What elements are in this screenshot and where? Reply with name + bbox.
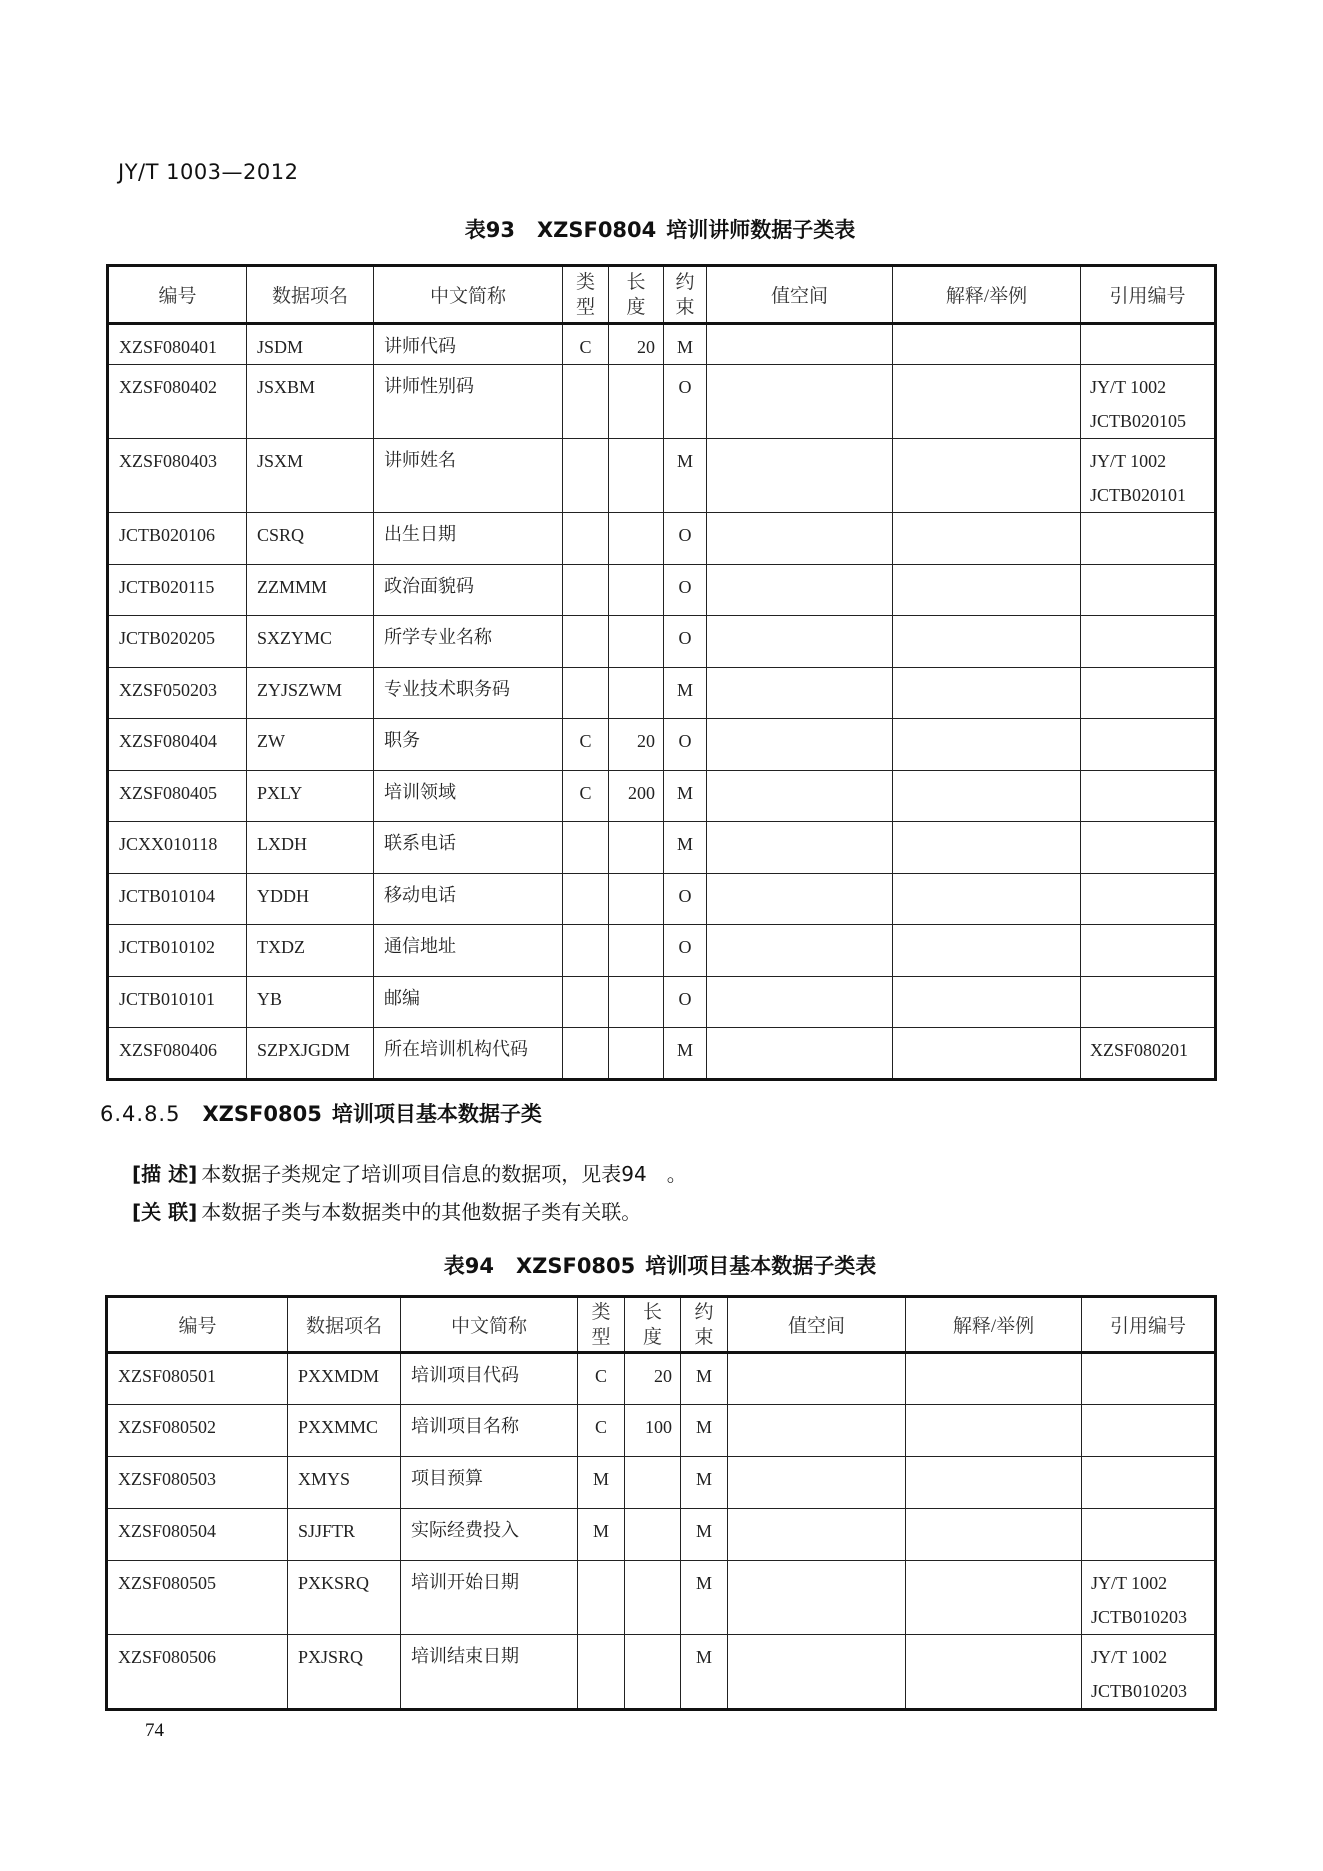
table-row: [108, 439, 1216, 513]
cell-item-name: PXJSRQ: [288, 1635, 401, 1710]
cell-item-name: PXKSRQ: [288, 1561, 401, 1635]
cell-length: 20: [625, 1353, 681, 1405]
cell-item-name: PXLY: [247, 770, 374, 822]
col-header-item-name: 数据项名: [247, 266, 374, 324]
cell-chinese-name: 通信地址: [374, 925, 563, 977]
col-header-length-line2: 度: [642, 1326, 662, 1348]
table-row: [108, 324, 1216, 365]
cell-explanation: [906, 1561, 1082, 1635]
table-row: [108, 822, 1216, 874]
cell-value-space: [728, 1353, 906, 1405]
cell-id: XZSF080505: [107, 1561, 288, 1635]
cell-value-space: [728, 1457, 906, 1509]
cell-chinese-name: 项目预算: [401, 1457, 578, 1509]
cell-id: JCTB010101: [108, 976, 247, 1028]
cell-explanation: [906, 1353, 1082, 1405]
col-header-type-line1: 类: [575, 271, 595, 293]
table-93-number: 表93: [464, 218, 515, 242]
cell-reference: [1081, 976, 1216, 1028]
col-header-type-line2: 型: [575, 296, 595, 318]
cell-constraint: O: [664, 976, 707, 1028]
cell-explanation: [893, 822, 1081, 874]
table-93-title-text: 培训讲师数据子类表: [666, 218, 856, 242]
table-row: [108, 365, 1216, 439]
cell-constraint: O: [664, 925, 707, 977]
cell-type: [578, 1561, 625, 1635]
cell-value-space: [728, 1561, 906, 1635]
cell-chinese-name: 讲师姓名: [374, 439, 563, 513]
cell-id: XZSF080402: [108, 365, 247, 439]
cell-type: [563, 822, 609, 874]
cell-item-name: YB: [247, 976, 374, 1028]
cell-value-space: [707, 925, 893, 977]
cell-id: XZSF080404: [108, 719, 247, 771]
table-row: [107, 1561, 1216, 1635]
cell-reference: [1081, 1028, 1216, 1080]
cell-length: 20: [609, 324, 664, 365]
cell-type: C: [578, 1405, 625, 1457]
cell-constraint: M: [664, 439, 707, 513]
cell-constraint: O: [664, 719, 707, 771]
cell-constraint: M: [664, 822, 707, 874]
cell-value-space: [707, 564, 893, 616]
relation-tag: [关 联]: [132, 1200, 198, 1224]
cell-value-space: [707, 616, 893, 668]
cell-item-name: ZW: [247, 719, 374, 771]
cell-explanation: [893, 770, 1081, 822]
col-header-id: 编号: [108, 266, 247, 324]
cell-type: [563, 1028, 609, 1080]
section-title: 培训项目基本数据子类: [331, 1102, 542, 1126]
cell-constraint: M: [681, 1457, 728, 1509]
relation-text: 本数据子类与本数据类中的其他数据子类有关联。: [201, 1200, 642, 1224]
relation-paragraph: [132, 1196, 641, 1225]
cell-constraint: M: [681, 1353, 728, 1405]
cell-reference: [1081, 564, 1216, 616]
cell-reference: [1082, 1405, 1216, 1457]
section-heading: [100, 1098, 542, 1128]
cell-type: [563, 616, 609, 668]
table-93-body: [108, 324, 1216, 1080]
table-row: [108, 1028, 1216, 1080]
description-paragraph: [132, 1158, 687, 1187]
col-header-reference: 引用编号: [1082, 1297, 1216, 1353]
table-row: [107, 1457, 1216, 1509]
page-number: 74: [145, 1720, 164, 1741]
cell-length: [609, 513, 664, 565]
col-header-item-name: 数据项名: [288, 1297, 401, 1353]
cell-reference: [1081, 513, 1216, 565]
cell-id: XZSF080502: [107, 1405, 288, 1457]
col-header-constraint: [664, 266, 707, 324]
cell-explanation: [893, 616, 1081, 668]
col-header-constraint-line1: 约: [694, 1301, 714, 1323]
cell-explanation: [893, 925, 1081, 977]
table-header-row: [107, 1297, 1216, 1353]
cell-type: C: [563, 324, 609, 365]
cell-constraint: O: [664, 616, 707, 668]
cell-id: JCTB020205: [108, 616, 247, 668]
cell-id: XZSF080506: [107, 1635, 288, 1710]
cell-chinese-name: 培训领域: [374, 770, 563, 822]
cell-type: [563, 439, 609, 513]
cell-explanation: [893, 719, 1081, 771]
cell-constraint: O: [664, 365, 707, 439]
cell-chinese-name: 培训项目代码: [401, 1353, 578, 1405]
cell-item-name: PXXMDM: [288, 1353, 401, 1405]
cell-length: 100: [625, 1405, 681, 1457]
col-header-length-line2: 度: [626, 296, 646, 318]
table-row: [107, 1405, 1216, 1457]
table-row: [108, 667, 1216, 719]
cell-constraint: O: [664, 564, 707, 616]
col-header-constraint-line2: 束: [675, 296, 695, 318]
reference-line: JCTB010203: [1091, 1607, 1188, 1627]
cell-chinese-name: 邮编: [374, 976, 563, 1028]
table-row: [108, 873, 1216, 925]
cell-type: C: [563, 719, 609, 771]
cell-value-space: [707, 513, 893, 565]
cell-value-space: [707, 719, 893, 771]
cell-length: [609, 564, 664, 616]
description-text: 本数据子类规定了培训项目信息的数据项，见表94 。: [201, 1162, 687, 1186]
cell-length: [625, 1457, 681, 1509]
col-header-chinese-name: 中文简称: [374, 266, 563, 324]
col-header-chinese-name: 中文简称: [401, 1297, 578, 1353]
section-number: 6.4.8.5: [100, 1102, 181, 1126]
cell-chinese-name: 讲师性别码: [374, 365, 563, 439]
table-row: [108, 976, 1216, 1028]
cell-length: [609, 365, 664, 439]
cell-explanation: [893, 1028, 1081, 1080]
cell-explanation: [906, 1457, 1082, 1509]
cell-type: [563, 873, 609, 925]
table-header-row: [108, 266, 1216, 324]
cell-type: C: [563, 770, 609, 822]
cell-item-name: JSXM: [247, 439, 374, 513]
reference-line: JY/T 1002: [1090, 451, 1167, 471]
col-header-reference: 引用编号: [1081, 266, 1216, 324]
cell-type: M: [578, 1457, 625, 1509]
cell-constraint: O: [664, 873, 707, 925]
cell-id: XZSF050203: [108, 667, 247, 719]
cell-reference: [1081, 719, 1216, 771]
cell-id: XZSF080405: [108, 770, 247, 822]
cell-reference: [1082, 1635, 1216, 1710]
cell-type: [563, 976, 609, 1028]
cell-type: [578, 1635, 625, 1710]
cell-value-space: [707, 1028, 893, 1080]
cell-constraint: O: [664, 513, 707, 565]
cell-reference: [1081, 925, 1216, 977]
col-header-length: [609, 266, 664, 324]
cell-length: [609, 667, 664, 719]
cell-id: JCTB010102: [108, 925, 247, 977]
cell-reference: [1082, 1561, 1216, 1635]
cell-value-space: [707, 770, 893, 822]
cell-constraint: M: [681, 1561, 728, 1635]
cell-type: [563, 365, 609, 439]
table-94-title: [107, 1250, 1213, 1280]
cell-length: [609, 616, 664, 668]
cell-id: XZSF080406: [108, 1028, 247, 1080]
document-code: JY/T 1003—2012: [118, 160, 299, 184]
cell-item-name: JSXBM: [247, 365, 374, 439]
cell-id: XZSF080503: [107, 1457, 288, 1509]
cell-value-space: [728, 1635, 906, 1710]
cell-id: JCTB020115: [108, 564, 247, 616]
cell-id: XZSF080501: [107, 1353, 288, 1405]
cell-chinese-name: 培训开始日期: [401, 1561, 578, 1635]
col-header-length-line1: 长: [626, 271, 646, 293]
col-header-length-line1: 长: [642, 1301, 662, 1323]
reference-line: XZSF080201: [1090, 1040, 1189, 1060]
table-row: [108, 719, 1216, 771]
table-row: [108, 564, 1216, 616]
cell-type: [563, 513, 609, 565]
cell-length: [609, 822, 664, 874]
cell-item-name: JSDM: [247, 324, 374, 365]
reference-line: JY/T 1002: [1091, 1647, 1168, 1667]
cell-value-space: [707, 324, 893, 365]
reference-line: JY/T 1002: [1091, 1573, 1168, 1593]
col-header-constraint-line2: 束: [694, 1326, 714, 1348]
cell-length: [625, 1635, 681, 1710]
cell-id: JCTB010104: [108, 873, 247, 925]
table-94-code: XZSF0805: [515, 1254, 636, 1278]
cell-type: C: [578, 1353, 625, 1405]
table-93-title: [107, 214, 1213, 244]
col-header-value-space: 值空间: [728, 1297, 906, 1353]
cell-item-name: SJJFTR: [288, 1509, 401, 1561]
cell-constraint: M: [664, 1028, 707, 1080]
cell-explanation: [906, 1635, 1082, 1710]
cell-reference: [1082, 1457, 1216, 1509]
reference-line: JCTB010203: [1091, 1681, 1188, 1701]
cell-length: 200: [609, 770, 664, 822]
col-header-type: [578, 1297, 625, 1353]
cell-length: [625, 1561, 681, 1635]
cell-id: XZSF080504: [107, 1509, 288, 1561]
table-row: [108, 513, 1216, 565]
cell-id: XZSF080403: [108, 439, 247, 513]
section-code: XZSF0805: [202, 1102, 322, 1126]
cell-length: [609, 976, 664, 1028]
cell-constraint: M: [681, 1509, 728, 1561]
table-93: [106, 264, 1217, 1081]
table-94: [105, 1295, 1217, 1711]
cell-constraint: M: [681, 1635, 728, 1710]
table-row: [108, 616, 1216, 668]
cell-chinese-name: 所学专业名称: [374, 616, 563, 668]
cell-explanation: [893, 564, 1081, 616]
cell-id: JCXX010118: [108, 822, 247, 874]
cell-chinese-name: 政治面貌码: [374, 564, 563, 616]
cell-item-name: XMYS: [288, 1457, 401, 1509]
cell-constraint: M: [664, 324, 707, 365]
col-header-explanation: 解释/举例: [893, 266, 1081, 324]
cell-chinese-name: 移动电话: [374, 873, 563, 925]
cell-reference: [1082, 1353, 1216, 1405]
reference-line: JCTB020101: [1090, 485, 1187, 505]
col-header-constraint: [681, 1297, 728, 1353]
cell-explanation: [893, 365, 1081, 439]
cell-constraint: M: [681, 1405, 728, 1457]
cell-chinese-name: 出生日期: [374, 513, 563, 565]
cell-length: [609, 439, 664, 513]
cell-chinese-name: 讲师代码: [374, 324, 563, 365]
cell-constraint: M: [664, 667, 707, 719]
cell-type: [563, 925, 609, 977]
cell-item-name: LXDH: [247, 822, 374, 874]
cell-reference: [1081, 324, 1216, 365]
cell-id: JCTB020106: [108, 513, 247, 565]
cell-reference: [1082, 1509, 1216, 1561]
cell-length: [625, 1509, 681, 1561]
cell-length: [609, 1028, 664, 1080]
cell-type: [563, 564, 609, 616]
cell-chinese-name: 职务: [374, 719, 563, 771]
cell-chinese-name: 联系电话: [374, 822, 563, 874]
cell-explanation: [893, 513, 1081, 565]
cell-reference: [1081, 822, 1216, 874]
col-header-length: [625, 1297, 681, 1353]
table-94-body: [107, 1353, 1216, 1710]
reference-line: JY/T 1002: [1090, 377, 1167, 397]
col-header-constraint-line1: 约: [675, 271, 695, 293]
cell-value-space: [707, 822, 893, 874]
cell-chinese-name: 实际经费投入: [401, 1509, 578, 1561]
description-tag: [描 述]: [132, 1162, 198, 1186]
cell-chinese-name: 培训项目名称: [401, 1405, 578, 1457]
cell-id: XZSF080401: [108, 324, 247, 365]
cell-value-space: [707, 667, 893, 719]
cell-explanation: [893, 976, 1081, 1028]
reference-line: JCTB020105: [1090, 411, 1187, 431]
cell-value-space: [707, 873, 893, 925]
table-94-number: 表94: [443, 1254, 494, 1278]
col-header-id: 编号: [107, 1297, 288, 1353]
cell-item-name: CSRQ: [247, 513, 374, 565]
table-94-title-text: 培训项目基本数据子类表: [645, 1254, 877, 1278]
cell-chinese-name: 培训结束日期: [401, 1635, 578, 1710]
cell-explanation: [893, 439, 1081, 513]
cell-value-space: [707, 365, 893, 439]
cell-reference: [1081, 667, 1216, 719]
cell-reference: [1081, 365, 1216, 439]
cell-item-name: TXDZ: [247, 925, 374, 977]
cell-value-space: [707, 439, 893, 513]
col-header-explanation: 解释/举例: [906, 1297, 1082, 1353]
cell-reference: [1081, 439, 1216, 513]
cell-item-name: PXXMMC: [288, 1405, 401, 1457]
cell-length: 20: [609, 719, 664, 771]
table-row: [107, 1353, 1216, 1405]
cell-chinese-name: 所在培训机构代码: [374, 1028, 563, 1080]
cell-reference: [1081, 770, 1216, 822]
cell-value-space: [728, 1405, 906, 1457]
cell-item-name: ZZMMM: [247, 564, 374, 616]
cell-length: [609, 925, 664, 977]
col-header-type-line2: 型: [591, 1326, 611, 1348]
cell-type: [563, 667, 609, 719]
table-row: [108, 925, 1216, 977]
cell-item-name: SZPXJGDM: [247, 1028, 374, 1080]
cell-value-space: [707, 976, 893, 1028]
cell-explanation: [906, 1405, 1082, 1457]
cell-chinese-name: 专业技术职务码: [374, 667, 563, 719]
cell-explanation: [906, 1509, 1082, 1561]
col-header-type-line1: 类: [591, 1301, 611, 1323]
cell-type: M: [578, 1509, 625, 1561]
table-row: [107, 1635, 1216, 1710]
col-header-type: [563, 266, 609, 324]
table-93-code: XZSF0804: [536, 218, 657, 242]
cell-explanation: [893, 667, 1081, 719]
cell-constraint: M: [664, 770, 707, 822]
cell-item-name: ZYJSZWM: [247, 667, 374, 719]
col-header-value-space: 值空间: [707, 266, 893, 324]
cell-reference: [1081, 873, 1216, 925]
cell-value-space: [728, 1509, 906, 1561]
cell-item-name: SXZYMC: [247, 616, 374, 668]
cell-explanation: [893, 873, 1081, 925]
cell-length: [609, 873, 664, 925]
cell-item-name: YDDH: [247, 873, 374, 925]
table-row: [107, 1509, 1216, 1561]
cell-reference: [1081, 616, 1216, 668]
cell-explanation: [893, 324, 1081, 365]
table-row: [108, 770, 1216, 822]
